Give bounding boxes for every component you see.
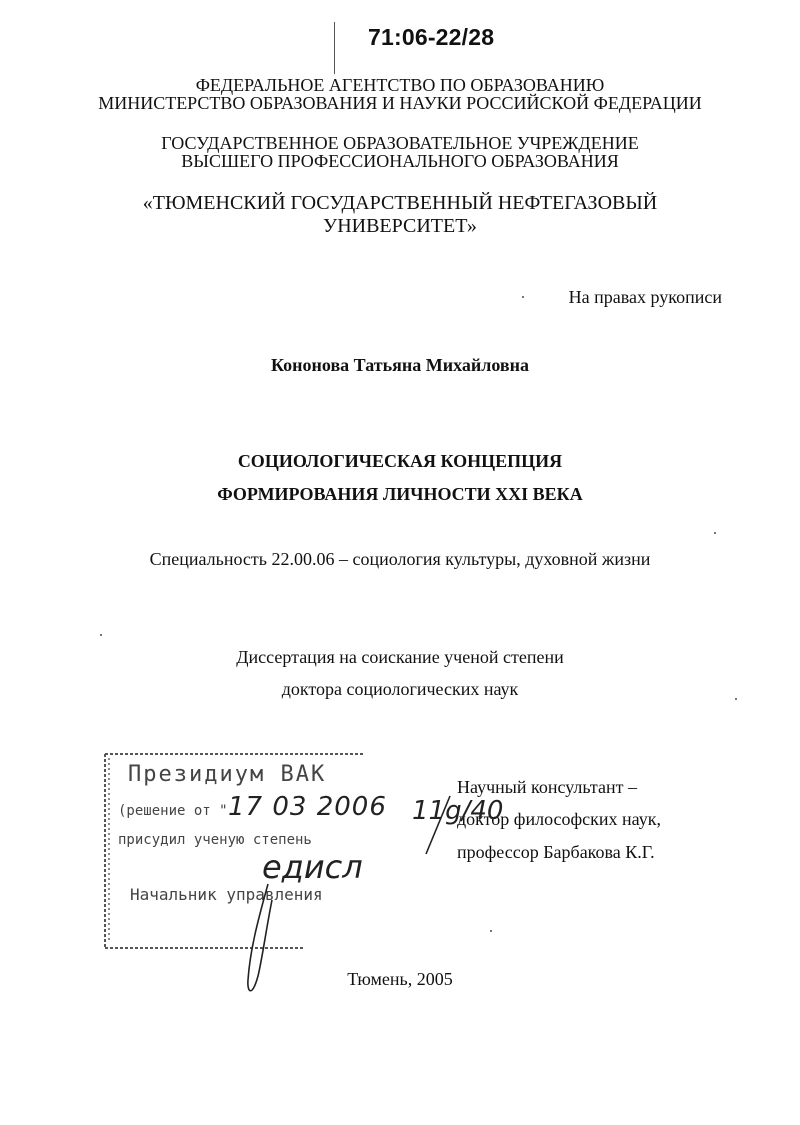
university-line-1: «ТЮМЕНСКИЙ ГОСУДАРСТВЕННЫЙ НЕФТЕГАЗОВЫЙ bbox=[142, 192, 658, 214]
scan-speck bbox=[522, 296, 524, 298]
degree-line-2: доктора социологических наук bbox=[281, 679, 519, 699]
signature-flourish bbox=[228, 880, 288, 1010]
university-line-2: УНИВЕРСИТЕТ» bbox=[323, 215, 477, 237]
scan-speck bbox=[490, 930, 492, 932]
author-name: Кононова Татьяна Михайловна bbox=[271, 355, 529, 375]
stamp-line-2: (решение от " bbox=[118, 803, 228, 819]
archive-code: 71:06-22/28 bbox=[368, 24, 495, 50]
consultant-line-2: доктор философских наук, bbox=[457, 809, 661, 829]
agency-line-1: ФЕДЕРАЛЬНОЕ АГЕНТСТВО ПО ОБРАЗОВАНИЮ bbox=[195, 75, 605, 95]
manuscript-note: На правах рукописи bbox=[568, 287, 722, 307]
scan-speck bbox=[100, 634, 102, 636]
handwritten-slash-mark bbox=[380, 790, 460, 860]
handwritten-signature: едисл bbox=[262, 848, 363, 886]
consultant-line-3: профессор Барбакова К.Г. bbox=[457, 842, 655, 862]
handwritten-number: 11g/40 bbox=[412, 796, 504, 826]
stamp-line-1: Президиум ВАК bbox=[128, 762, 327, 787]
handwritten-date: 17 03 2006 bbox=[228, 792, 387, 822]
degree-line-1: Диссертация на соискание ученой степени bbox=[236, 647, 564, 667]
scan-speck bbox=[735, 698, 737, 700]
consultant-line-1: Научный консультант – bbox=[457, 777, 637, 797]
stamp-line-3: присудил ученую степень bbox=[118, 832, 312, 848]
scan-speck bbox=[714, 532, 716, 534]
institution-line-2: ВЫСШЕГО ПРОФЕССИОНАЛЬНОГО ОБРАЗОВАНИЯ bbox=[181, 151, 619, 171]
title-line-1: СОЦИОЛОГИЧЕСКАЯ КОНЦЕПЦИЯ bbox=[237, 451, 563, 471]
city-year: Тюмень, 2005 bbox=[347, 969, 453, 989]
institution-line-1: ГОСУДАРСТВЕННОЕ ОБРАЗОВАТЕЛЬНОЕ УЧРЕЖДЕНИЕ bbox=[161, 133, 639, 153]
stamp-line-4: Начальник управления bbox=[130, 885, 323, 904]
specialty: Специальность 22.00.06 – социология культуры, духовной жизни bbox=[149, 549, 651, 569]
scan-edge-line bbox=[334, 22, 335, 74]
title-line-2: ФОРМИРОВАНИЯ ЛИЧНОСТИ XXI ВЕКА bbox=[217, 484, 583, 504]
agency-line-2: МИНИСТЕРСТВО ОБРАЗОВАНИЯ И НАУКИ РОССИЙСКОЙ ФЕДЕРАЦИИ bbox=[98, 93, 702, 113]
